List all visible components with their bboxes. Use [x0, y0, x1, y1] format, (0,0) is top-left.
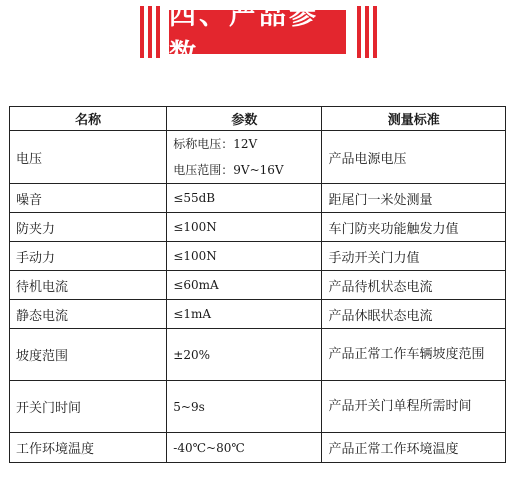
- param-value: [167, 131, 322, 184]
- param-value: -40℃~80℃: [167, 433, 322, 463]
- table-row: [10, 131, 506, 184]
- param-name: 手动力: [10, 242, 167, 271]
- section-title: 四、产品参数: [169, 10, 346, 54]
- param-name: 工作环境温度: [10, 433, 167, 463]
- column-header: 名称: [10, 107, 167, 131]
- param-value: ≤55dB: [167, 184, 322, 213]
- param-name: 开关门时间: [10, 381, 167, 433]
- measurement-standard: 产品休眠状态电流: [322, 300, 506, 329]
- param-name: 防夹力: [10, 213, 167, 242]
- measurement-standard: 产品待机状态电流: [322, 271, 506, 300]
- param-value: 5~9s: [167, 381, 322, 433]
- param-value-line: 标称电压：12V: [173, 137, 258, 151]
- column-header: 参数: [167, 107, 322, 131]
- param-name: 待机电流: [10, 271, 167, 300]
- measurement-standard: 车门防夹功能触发力值: [322, 213, 506, 242]
- param-value: ≤60mA: [167, 271, 322, 300]
- table-row: [10, 329, 506, 381]
- param-value: ≤1mA: [167, 300, 322, 329]
- banner-stripe: [156, 6, 160, 58]
- section-banner: [140, 0, 377, 70]
- param-value: ±20%: [167, 329, 322, 381]
- param-name: 坡度范围: [10, 329, 167, 381]
- table-row: [10, 184, 506, 213]
- measurement-standard: 产品正常工作车辆坡度范围: [322, 329, 506, 381]
- table-row: [10, 381, 506, 433]
- measurement-standard: 距尾门一米处测量: [322, 184, 506, 213]
- table-row: [10, 300, 506, 329]
- param-value: ≤100N: [167, 213, 322, 242]
- banner-stripe: [357, 6, 361, 58]
- measurement-standard: 产品开关门单程所需时间: [322, 381, 506, 433]
- table-row: [10, 242, 506, 271]
- table-header-row: [10, 107, 506, 131]
- product-parameters-table: [9, 106, 506, 463]
- banner-stripe: [365, 6, 369, 58]
- banner-stripe: [373, 6, 377, 58]
- banner-stripe: [148, 6, 152, 58]
- param-name: 静态电流: [10, 300, 167, 329]
- table-row: [10, 271, 506, 300]
- column-header: 测量标准: [322, 107, 506, 131]
- param-value-line: 电压范围：9V~16V: [173, 163, 284, 177]
- param-value: ≤100N: [167, 242, 322, 271]
- measurement-standard: 产品电源电压: [322, 131, 506, 184]
- measurement-standard: 产品正常工作环境温度: [322, 433, 506, 463]
- param-name: 电压: [10, 131, 167, 184]
- param-name: 噪音: [10, 184, 167, 213]
- measurement-standard: 手动开关门力值: [322, 242, 506, 271]
- table-row: [10, 213, 506, 242]
- banner-stripe: [140, 6, 144, 58]
- table-row: [10, 433, 506, 463]
